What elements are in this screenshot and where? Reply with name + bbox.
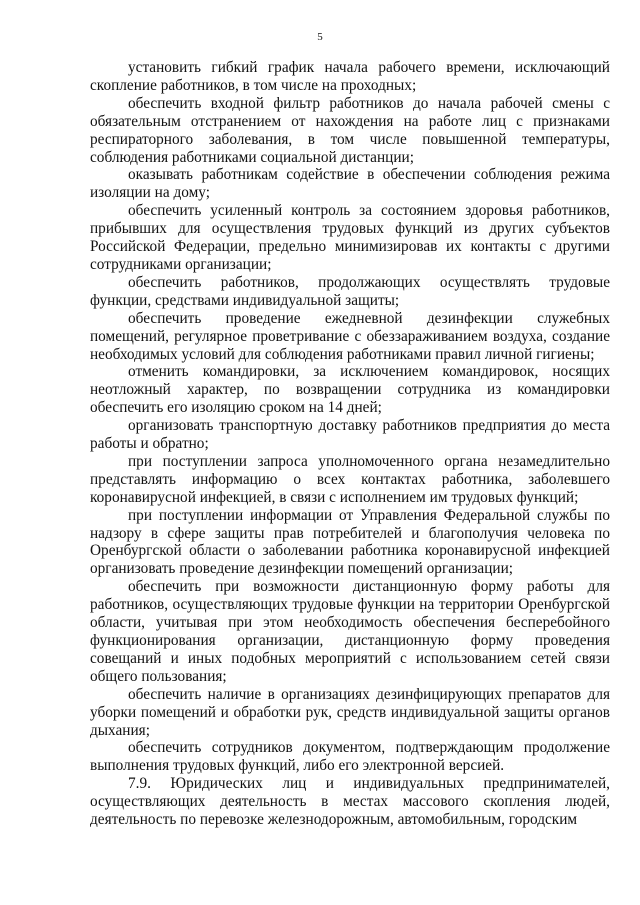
paragraph: обеспечить усиленный контроль за состоянием здоровья работников, прибывших для осуществления трудовых функций из других субъектов Российской Федерации, предельно минимизировав их контакты с другими сотрудниками организации; [90,202,610,273]
paragraph: обеспечить проведение ежедневной дезинфекции служебных помещений, регулярное проветривание с обеззараживанием воздуха, создание необходимых условий для соблюдения работниками правил личной гигиены; [90,309,610,363]
paragraph: обеспечить входной фильтр работников до начала рабочей смены с обязательным отстранением от нахождения на работе лиц с признаками респираторного заболевания, в том числе повышенной температуры, соблюдения работниками социальной дистанции; [90,94,610,166]
document-body [90,59,610,829]
paragraph: при поступлении запроса уполномоченного органа незамедлительно представлять информацию о всех контактах работника, заболевшего коронавирусной инфекцией, в связи с исполнением им трудовых функций; [90,452,610,506]
paragraph: обеспечить сотрудников документом, подтверждающим продолжение выполнения трудовых функций, либо его электронной версией. [90,739,610,775]
paragraph: организовать транспортную доставку работников предприятия до места работы и обратно; [90,417,610,453]
paragraph: 7.9. Юридических лиц и индивидуальных предпринимателей, осуществляющих деятельность в местах массового скопления людей, деятельность по перевозке железнодорожным, автомобильным, городским [90,775,610,829]
paragraph: обеспечить работников, продолжающих осуществлять трудовые функции, средствами индивидуальной защиты; [90,273,610,309]
paragraph: обеспечить при возможности дистанционную форму работы для работников, осуществляющих трудовые функции на территории Оренбургской области, учитывая при этом необходимость обеспечения бесперебойного функционирования организации, дистанционную форму проведения совещаний и иных подобных мероприятий с использованием сетей связи общего пользования; [90,578,610,685]
paragraph: установить гибкий график начала рабочего времени, исключающий скопление работников, в том числе на проходных; [90,59,610,94]
paragraph: обеспечить наличие в организациях дезинфицирующих препаратов для уборки помещений и обработки рук, средств индивидуальной защиты органов дыхания; [90,685,610,739]
paragraph: при поступлении информации от Управления Федеральной службы по надзору в сфере защиты прав потребителей и благополучия человека по Оренбургской области о заболевании работника коронавирусной инфекцией организовать проведение дезинфекции помещений организации; [90,506,610,578]
page-number: 5 [317,31,323,43]
paragraph: оказывать работникам содействие в обеспечении соблюдения режима изоляции на дому; [90,166,610,202]
paragraph: отменить командировки, за исключением командировок, носящих неотложный характер, по возвращении сотрудника из командировки обеспечить его изоляцию сроком на 14 дней; [90,363,610,417]
